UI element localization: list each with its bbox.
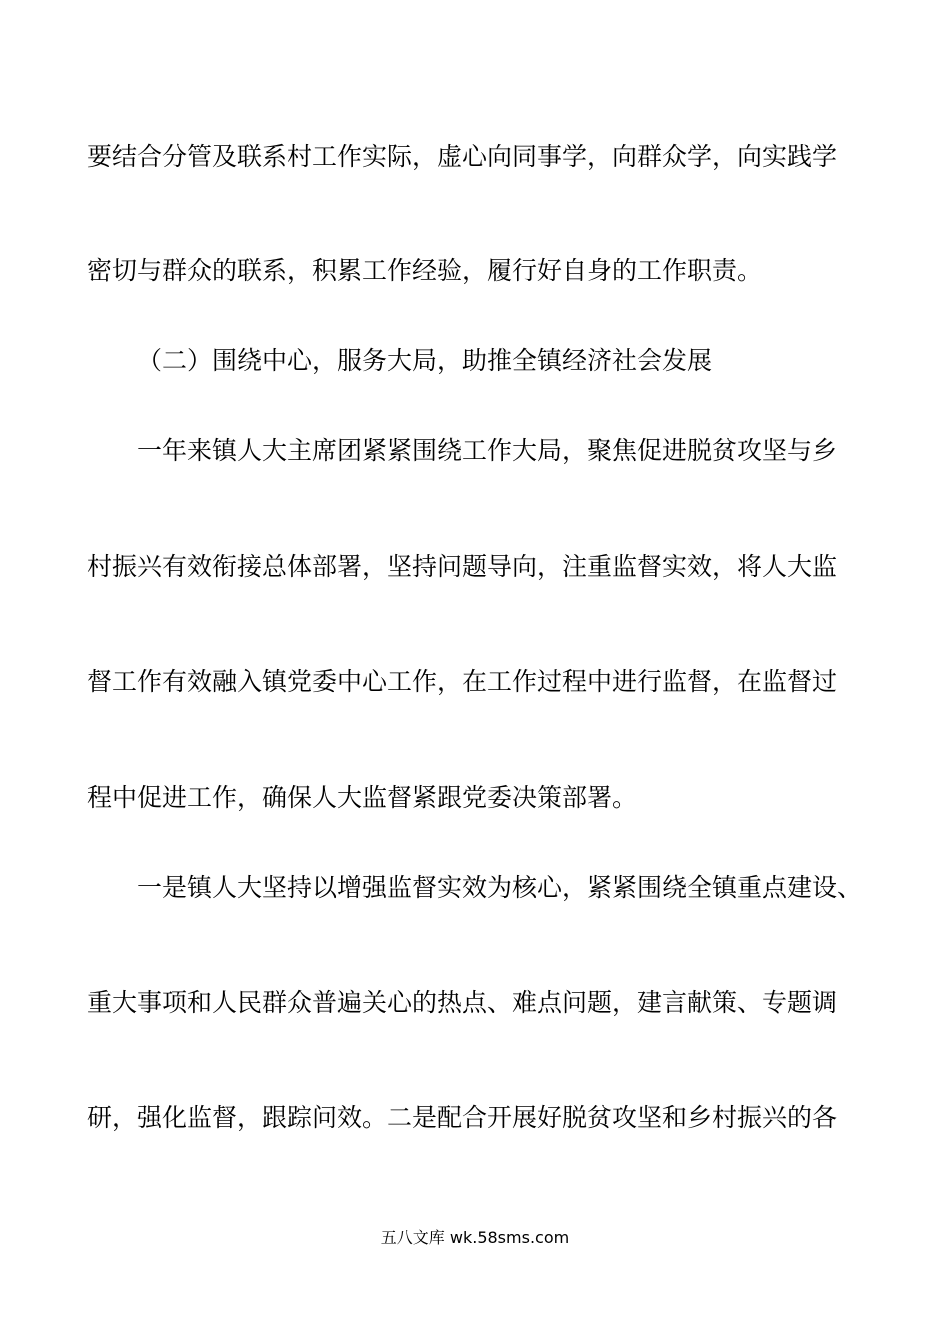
paragraph-line: 重大事项和人民群众普遍关心的热点、难点问题，建言献策、专题调 bbox=[87, 988, 838, 1017]
paragraph-line: 要结合分管及联系村工作实际，虚心向同事学，向群众学，向实践学 bbox=[87, 142, 838, 171]
page-footer: 五八文库 wk.58sms.com bbox=[380, 1228, 570, 1247]
paragraph-line: 密切与群众的联系，积累工作经验，履行好自身的工作职责。 bbox=[87, 256, 763, 285]
section-heading: （二）围绕中心，服务大局，助推全镇经济社会发展 bbox=[137, 346, 713, 375]
paragraph-line: 程中促进工作，确保人大监督紧跟党委决策部署。 bbox=[87, 783, 638, 812]
paragraph-line: 一年来镇人大主席团紧紧围绕工作大局，聚焦促进脱贫攻坚与乡 bbox=[137, 436, 838, 465]
paragraph-line: 研，强化监督，跟踪问效。二是配合开展好脱贫攻坚和乡村振兴的各 bbox=[87, 1103, 838, 1132]
paragraph-line: 一是镇人大坚持以增强监督实效为核心，紧紧围绕全镇重点建设、 bbox=[137, 873, 863, 902]
paragraph-line: 村振兴有效衔接总体部署，坚持问题导向，注重监督实效，将人大监 bbox=[87, 552, 838, 581]
paragraph-line: 督工作有效融入镇党委中心工作，在工作过程中进行监督，在监督过 bbox=[87, 667, 838, 696]
